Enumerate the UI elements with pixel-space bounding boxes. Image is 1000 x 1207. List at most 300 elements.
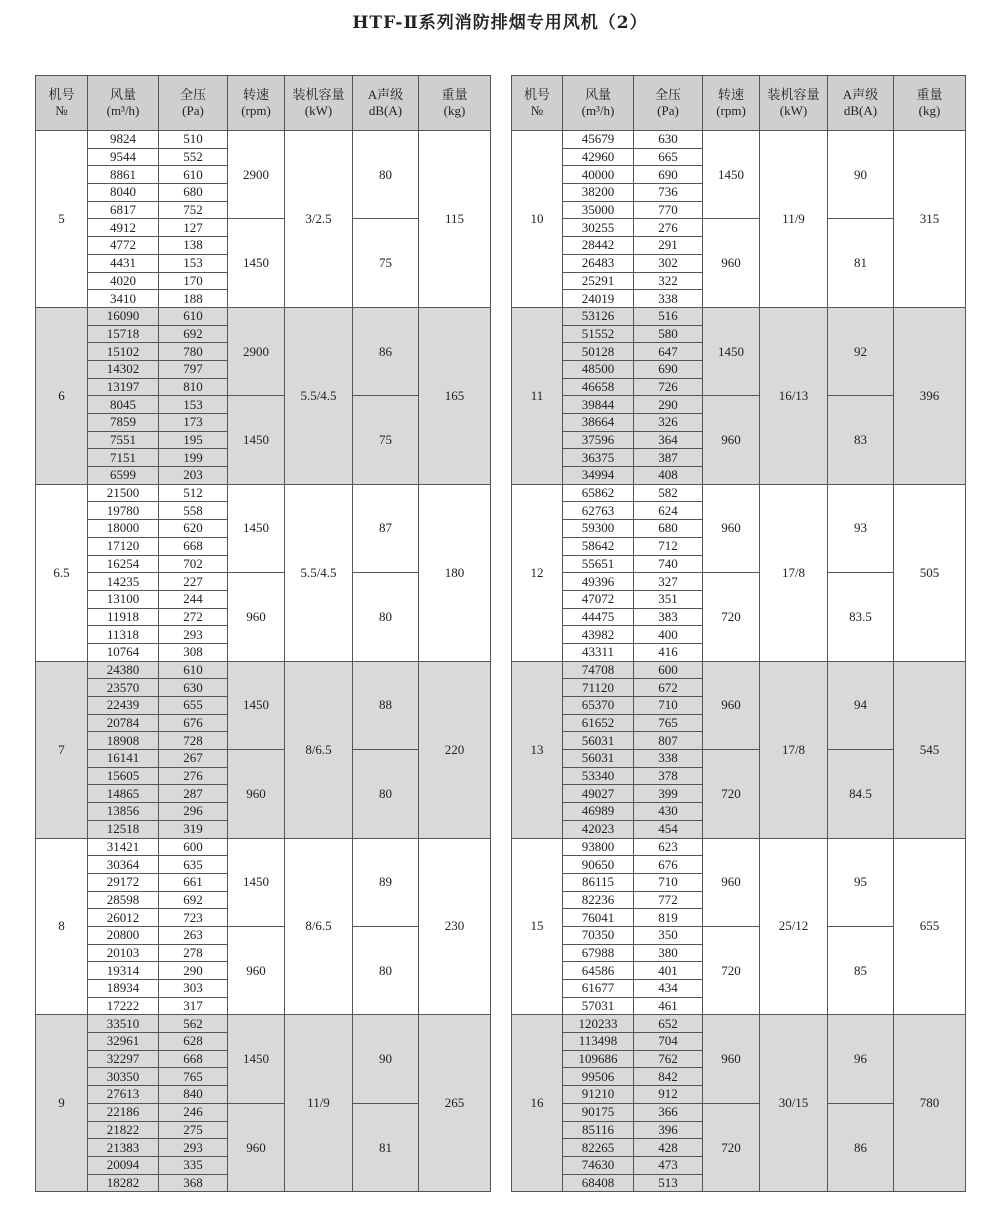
airflow-cell: 61677 [563, 980, 634, 998]
pressure-cell: 401 [634, 962, 703, 980]
col-speed-header [703, 76, 760, 131]
pressure-cell: 272 [159, 608, 228, 626]
speed-cell: 2900 [228, 307, 285, 395]
pressure-cell: 610 [159, 307, 228, 325]
header-line: 机号 [48, 87, 75, 102]
col-total-pressure-header [159, 76, 228, 131]
airflow-cell: 53340 [563, 767, 634, 785]
airflow-cell: 44475 [563, 608, 634, 626]
col-sound-level-header [828, 76, 894, 131]
table-row [512, 131, 966, 149]
pressure-cell: 188 [159, 290, 228, 308]
pressure-cell: 610 [159, 661, 228, 679]
airflow-cell: 90650 [563, 856, 634, 874]
sound-level-cell: 92 [828, 307, 894, 395]
header-line: A声级 [842, 87, 879, 102]
power-cell: 5.5/4.5 [285, 307, 353, 484]
airflow-cell: 14302 [88, 360, 159, 378]
pressure-cell: 692 [159, 325, 228, 343]
airflow-cell: 46989 [563, 803, 634, 821]
sound-level-cell: 83 [828, 396, 894, 484]
airflow-cell: 24380 [88, 661, 159, 679]
pressure-cell: 338 [634, 750, 703, 768]
table-row [512, 1015, 966, 1033]
sound-level-cell: 85 [828, 926, 894, 1014]
airflow-cell: 26012 [88, 909, 159, 927]
model-no-cell: 15 [512, 838, 563, 1015]
header-line: 转速 [717, 87, 744, 102]
pressure-cell: 199 [159, 449, 228, 467]
pressure-cell: 630 [159, 679, 228, 697]
pressure-cell: 704 [634, 1033, 703, 1051]
pressure-cell: 652 [634, 1015, 703, 1033]
pressure-cell: 364 [634, 431, 703, 449]
airflow-cell: 68408 [563, 1174, 634, 1192]
header-line: 重量 [441, 87, 468, 102]
pressure-cell: 267 [159, 750, 228, 768]
header-line: (kW) [779, 103, 808, 118]
airflow-cell: 9544 [88, 148, 159, 166]
airflow-cell: 13197 [88, 378, 159, 396]
pressure-cell: 558 [159, 502, 228, 520]
pressure-cell: 291 [634, 237, 703, 255]
pressure-cell: 655 [159, 697, 228, 715]
pressure-cell: 263 [159, 926, 228, 944]
airflow-cell: 58642 [563, 537, 634, 555]
header-line: № [530, 103, 544, 118]
pressure-cell: 276 [159, 767, 228, 785]
header-row [512, 76, 966, 131]
weight-cell: 315 [894, 131, 966, 308]
pressure-cell: 624 [634, 502, 703, 520]
pressure-cell: 628 [159, 1033, 228, 1051]
airflow-cell: 6817 [88, 201, 159, 219]
airflow-cell: 40000 [563, 166, 634, 184]
power-cell: 17/8 [760, 484, 828, 661]
airflow-cell: 43982 [563, 626, 634, 644]
speed-cell: 2900 [228, 131, 285, 219]
airflow-cell: 55651 [563, 555, 634, 573]
header-line: (m³/h) [106, 103, 140, 118]
airflow-cell: 47072 [563, 590, 634, 608]
col-power-header [760, 76, 828, 131]
airflow-cell: 27613 [88, 1086, 159, 1104]
header-line: 装机容量 [767, 87, 820, 102]
airflow-cell: 49396 [563, 573, 634, 591]
airflow-cell: 86115 [563, 873, 634, 891]
airflow-cell: 23570 [88, 679, 159, 697]
pressure-cell: 399 [634, 785, 703, 803]
pressure-cell: 680 [634, 520, 703, 538]
airflow-cell: 51552 [563, 325, 634, 343]
pressure-cell: 396 [634, 1121, 703, 1139]
weight-cell: 230 [419, 838, 491, 1015]
airflow-cell: 24019 [563, 290, 634, 308]
col-airflow-header [563, 76, 634, 131]
pressure-cell: 765 [634, 714, 703, 732]
airflow-cell: 14865 [88, 785, 159, 803]
airflow-cell: 20094 [88, 1156, 159, 1174]
weight-cell: 265 [419, 1015, 491, 1192]
col-weight-header [419, 76, 491, 131]
speed-cell: 960 [228, 1103, 285, 1191]
pressure-cell: 552 [159, 148, 228, 166]
pressure-cell: 434 [634, 980, 703, 998]
pressure-cell: 690 [634, 360, 703, 378]
pressure-cell: 810 [159, 378, 228, 396]
pressure-cell: 780 [159, 343, 228, 361]
airflow-cell: 67988 [563, 944, 634, 962]
airflow-cell: 18282 [88, 1174, 159, 1192]
model-no-cell: 6 [36, 307, 88, 484]
pressure-cell: 797 [159, 360, 228, 378]
model-no-cell: 7 [36, 661, 88, 838]
airflow-cell: 48500 [563, 360, 634, 378]
speed-cell: 1450 [228, 838, 285, 926]
pressure-cell: 512 [159, 484, 228, 502]
speed-cell: 720 [703, 1103, 760, 1191]
pressure-cell: 516 [634, 307, 703, 325]
pressure-cell: 153 [159, 396, 228, 414]
pressure-cell: 454 [634, 820, 703, 838]
weight-cell: 655 [894, 838, 966, 1015]
pressure-cell: 690 [634, 166, 703, 184]
airflow-cell: 21383 [88, 1139, 159, 1157]
pressure-cell: 303 [159, 980, 228, 998]
pressure-cell: 680 [159, 184, 228, 202]
pressure-cell: 338 [634, 290, 703, 308]
airflow-cell: 19314 [88, 962, 159, 980]
airflow-cell: 25291 [563, 272, 634, 290]
model-no-cell: 16 [512, 1015, 563, 1192]
model-no-cell: 8 [36, 838, 88, 1015]
weight-cell: 165 [419, 307, 491, 484]
pressure-cell: 293 [159, 1139, 228, 1157]
header-line: (kW) [304, 103, 333, 118]
pressure-cell: 712 [634, 537, 703, 555]
pressure-cell: 383 [634, 608, 703, 626]
pressure-cell: 668 [159, 537, 228, 555]
header-line: dB(A) [843, 103, 878, 118]
header-line: 风量 [584, 87, 611, 102]
pressure-cell: 276 [634, 219, 703, 237]
airflow-cell: 76041 [563, 909, 634, 927]
sound-level-cell: 96 [828, 1015, 894, 1103]
sound-level-cell: 81 [828, 219, 894, 307]
power-cell: 25/12 [760, 838, 828, 1015]
pressure-cell: 351 [634, 590, 703, 608]
airflow-cell: 20784 [88, 714, 159, 732]
airflow-cell: 64586 [563, 962, 634, 980]
fan-spec-table-right [511, 75, 966, 1192]
airflow-cell: 16254 [88, 555, 159, 573]
pressure-cell: 203 [159, 467, 228, 485]
weight-cell: 115 [419, 131, 491, 308]
airflow-cell: 7859 [88, 414, 159, 432]
airflow-cell: 61652 [563, 714, 634, 732]
pressure-cell: 380 [634, 944, 703, 962]
speed-cell: 960 [228, 750, 285, 838]
header-line: A声级 [367, 87, 404, 102]
speed-cell: 1450 [228, 1015, 285, 1103]
airflow-cell: 65862 [563, 484, 634, 502]
airflow-cell: 46658 [563, 378, 634, 396]
weight-cell: 505 [894, 484, 966, 661]
airflow-cell: 8861 [88, 166, 159, 184]
pressure-cell: 366 [634, 1103, 703, 1121]
sound-level-cell: 94 [828, 661, 894, 749]
header-line: 全压 [179, 87, 206, 102]
pressure-cell: 600 [159, 838, 228, 856]
airflow-cell: 13856 [88, 803, 159, 821]
header-line: dB(A) [368, 103, 403, 118]
pressure-cell: 290 [159, 962, 228, 980]
pressure-cell: 430 [634, 803, 703, 821]
pressure-cell: 620 [159, 520, 228, 538]
pressure-cell: 736 [634, 184, 703, 202]
pressure-cell: 368 [159, 1174, 228, 1192]
airflow-cell: 6599 [88, 467, 159, 485]
model-no-cell: 13 [512, 661, 563, 838]
airflow-cell: 17222 [88, 997, 159, 1015]
pressure-cell: 473 [634, 1156, 703, 1174]
airflow-cell: 90175 [563, 1103, 634, 1121]
header-line: (Pa) [657, 103, 679, 118]
pressure-cell: 287 [159, 785, 228, 803]
sound-level-cell: 75 [353, 396, 419, 484]
power-cell: 11/9 [760, 131, 828, 308]
airflow-cell: 30350 [88, 1068, 159, 1086]
pressure-cell: 635 [159, 856, 228, 874]
header-line: (kg) [918, 103, 941, 118]
sound-level-cell: 95 [828, 838, 894, 926]
airflow-cell: 26483 [563, 254, 634, 272]
airflow-cell: 31421 [88, 838, 159, 856]
airflow-cell: 4912 [88, 219, 159, 237]
model-no-cell: 11 [512, 307, 563, 484]
airflow-cell: 18934 [88, 980, 159, 998]
col-model-no-header [512, 76, 563, 131]
col-sound-level-header [353, 76, 419, 131]
model-no-cell: 5 [36, 131, 88, 308]
sound-level-cell: 80 [353, 750, 419, 838]
pressure-cell: 770 [634, 201, 703, 219]
pressure-cell: 170 [159, 272, 228, 290]
model-no-cell: 9 [36, 1015, 88, 1192]
airflow-cell: 42960 [563, 148, 634, 166]
col-power-header [285, 76, 353, 131]
sound-level-cell: 90 [353, 1015, 419, 1103]
table-row [512, 661, 966, 679]
col-model-no-header [36, 76, 88, 131]
airflow-cell: 50128 [563, 343, 634, 361]
pressure-cell: 842 [634, 1068, 703, 1086]
pressure-cell: 710 [634, 873, 703, 891]
sound-level-cell: 83.5 [828, 573, 894, 661]
airflow-cell: 45679 [563, 131, 634, 149]
airflow-cell: 93800 [563, 838, 634, 856]
sound-level-cell: 90 [828, 131, 894, 219]
model-no-cell: 10 [512, 131, 563, 308]
speed-cell: 960 [703, 1015, 760, 1103]
header-line: 风量 [109, 87, 136, 102]
col-airflow-header [88, 76, 159, 131]
power-cell: 11/9 [285, 1015, 353, 1192]
pressure-cell: 127 [159, 219, 228, 237]
airflow-cell: 11318 [88, 626, 159, 644]
pressure-cell: 400 [634, 626, 703, 644]
airflow-cell: 42023 [563, 820, 634, 838]
header-line: (Pa) [182, 103, 204, 118]
speed-cell: 720 [703, 926, 760, 1014]
header-line: (rpm) [716, 103, 746, 118]
airflow-cell: 7551 [88, 431, 159, 449]
header-line: (rpm) [241, 103, 271, 118]
pressure-cell: 513 [634, 1174, 703, 1192]
model-no-cell: 12 [512, 484, 563, 661]
airflow-cell: 36375 [563, 449, 634, 467]
pressure-cell: 302 [634, 254, 703, 272]
pressure-cell: 692 [159, 891, 228, 909]
pressure-cell: 244 [159, 590, 228, 608]
sound-level-cell: 93 [828, 484, 894, 572]
pressure-cell: 378 [634, 767, 703, 785]
pressure-cell: 772 [634, 891, 703, 909]
pressure-cell: 293 [159, 626, 228, 644]
airflow-cell: 16090 [88, 307, 159, 325]
page-title: HTF-Ⅱ系列消防排烟专用风机（2） [352, 13, 648, 33]
airflow-cell: 4020 [88, 272, 159, 290]
pressure-cell: 840 [159, 1086, 228, 1104]
airflow-cell: 21500 [88, 484, 159, 502]
header-line: 转速 [242, 87, 269, 102]
airflow-cell: 29172 [88, 873, 159, 891]
airflow-cell: 14235 [88, 573, 159, 591]
pressure-cell: 461 [634, 997, 703, 1015]
airflow-cell: 34994 [563, 467, 634, 485]
airflow-cell: 82236 [563, 891, 634, 909]
airflow-cell: 59300 [563, 520, 634, 538]
pressure-cell: 138 [159, 237, 228, 255]
sound-level-cell: 87 [353, 484, 419, 572]
pressure-cell: 350 [634, 926, 703, 944]
weight-cell: 396 [894, 307, 966, 484]
speed-cell: 1450 [703, 307, 760, 395]
airflow-cell: 57031 [563, 997, 634, 1015]
table-row [512, 484, 966, 502]
pressure-cell: 661 [159, 873, 228, 891]
pressure-cell: 195 [159, 431, 228, 449]
power-cell: 8/6.5 [285, 661, 353, 838]
pressure-cell: 610 [159, 166, 228, 184]
airflow-cell: 18000 [88, 520, 159, 538]
speed-cell: 1450 [228, 219, 285, 307]
airflow-cell: 53126 [563, 307, 634, 325]
pressure-cell: 296 [159, 803, 228, 821]
speed-cell: 960 [703, 838, 760, 926]
airflow-cell: 30364 [88, 856, 159, 874]
airflow-cell: 70350 [563, 926, 634, 944]
speed-cell: 1450 [703, 131, 760, 219]
pressure-cell: 327 [634, 573, 703, 591]
pressure-cell: 562 [159, 1015, 228, 1033]
sound-level-cell: 89 [353, 838, 419, 926]
sound-level-cell: 86 [353, 307, 419, 395]
pressure-cell: 762 [634, 1050, 703, 1068]
pressure-cell: 623 [634, 838, 703, 856]
airflow-cell: 32961 [88, 1033, 159, 1051]
pressure-cell: 600 [634, 661, 703, 679]
airflow-cell: 8040 [88, 184, 159, 202]
pressure-cell: 702 [159, 555, 228, 573]
airflow-cell: 4772 [88, 237, 159, 255]
airflow-cell: 56031 [563, 732, 634, 750]
airflow-cell: 56031 [563, 750, 634, 768]
power-cell: 5.5/4.5 [285, 484, 353, 661]
header-row [36, 76, 491, 131]
weight-cell: 220 [419, 661, 491, 838]
airflow-cell: 8045 [88, 396, 159, 414]
sound-level-cell: 80 [353, 131, 419, 219]
sound-level-cell: 81 [353, 1103, 419, 1191]
airflow-cell: 65370 [563, 697, 634, 715]
header-line: (m³/h) [581, 103, 615, 118]
airflow-cell: 74630 [563, 1156, 634, 1174]
table-row [36, 131, 491, 149]
airflow-cell: 20800 [88, 926, 159, 944]
airflow-cell: 17120 [88, 537, 159, 555]
pressure-cell: 308 [159, 643, 228, 661]
airflow-cell: 3410 [88, 290, 159, 308]
airflow-cell: 33510 [88, 1015, 159, 1033]
table-row [36, 838, 491, 856]
power-cell: 16/13 [760, 307, 828, 484]
sound-level-cell: 86 [828, 1103, 894, 1191]
sound-level-cell: 84.5 [828, 750, 894, 838]
pressure-cell: 582 [634, 484, 703, 502]
sound-level-cell: 80 [353, 573, 419, 661]
speed-cell: 960 [228, 573, 285, 661]
col-weight-header [894, 76, 966, 131]
airflow-cell: 74708 [563, 661, 634, 679]
pressure-cell: 752 [159, 201, 228, 219]
pressure-cell: 668 [159, 1050, 228, 1068]
pressure-cell: 319 [159, 820, 228, 838]
table-row [36, 661, 491, 679]
airflow-cell: 38664 [563, 414, 634, 432]
pressure-cell: 335 [159, 1156, 228, 1174]
airflow-cell: 71120 [563, 679, 634, 697]
airflow-cell: 19780 [88, 502, 159, 520]
airflow-cell: 99506 [563, 1068, 634, 1086]
pressure-cell: 428 [634, 1139, 703, 1157]
airflow-cell: 35000 [563, 201, 634, 219]
sound-level-cell: 75 [353, 219, 419, 307]
pressure-cell: 647 [634, 343, 703, 361]
speed-cell: 960 [703, 661, 760, 749]
pressure-cell: 326 [634, 414, 703, 432]
airflow-cell: 15718 [88, 325, 159, 343]
airflow-cell: 15102 [88, 343, 159, 361]
pressure-cell: 510 [159, 131, 228, 149]
airflow-cell: 30255 [563, 219, 634, 237]
power-cell: 17/8 [760, 661, 828, 838]
pressure-cell: 676 [159, 714, 228, 732]
airflow-cell: 109686 [563, 1050, 634, 1068]
airflow-cell: 43311 [563, 643, 634, 661]
pressure-cell: 723 [159, 909, 228, 927]
airflow-cell: 85116 [563, 1121, 634, 1139]
